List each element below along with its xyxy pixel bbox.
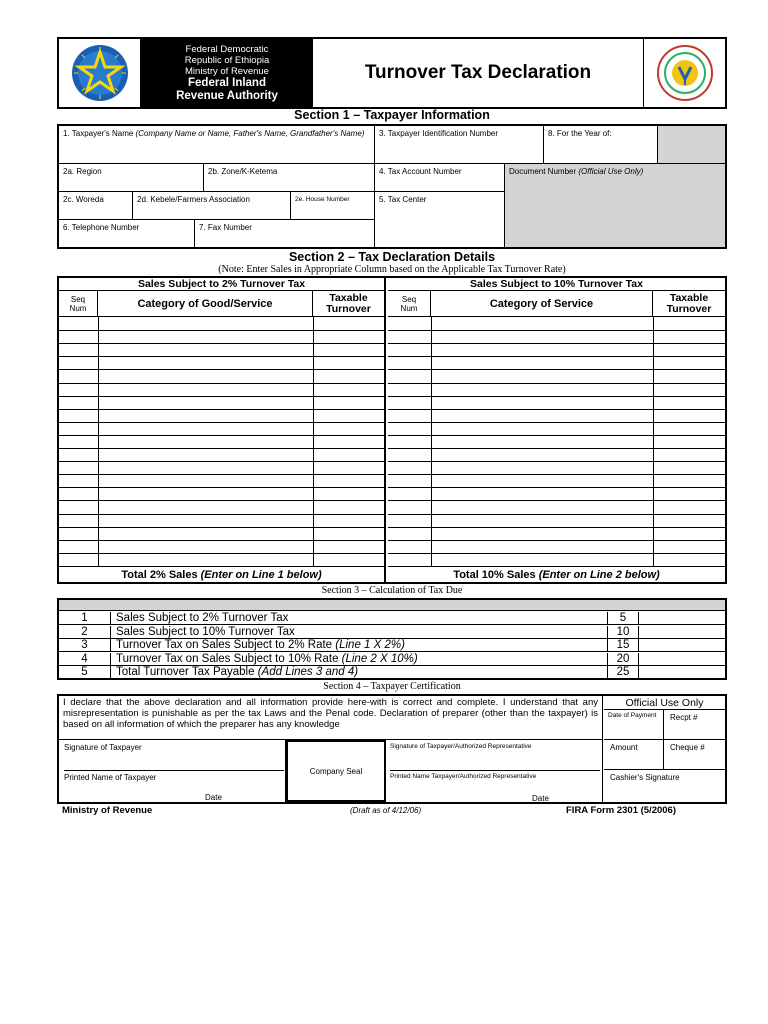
table-row[interactable]	[388, 474, 725, 475]
table-row[interactable]	[59, 487, 384, 488]
section-3-header-bar	[59, 600, 725, 611]
row-description	[116, 626, 295, 639]
zone-label: 2b. Zone/K-Ketema	[208, 167, 278, 176]
table-row[interactable]	[59, 343, 384, 344]
seq-label: Seq	[401, 294, 417, 304]
table-row[interactable]	[388, 448, 725, 449]
row-description	[116, 653, 418, 666]
printed-name-of-taxpayer-label: Printed Name of Taxpayer	[64, 773, 157, 782]
representative-signature-block	[386, 740, 603, 802]
kebele-label: 2d. Kebele/Farmers Association	[137, 195, 250, 204]
section-1-title: Section 1 – Taxpayer Information	[294, 108, 490, 122]
calculation-of-tax-due-section	[57, 598, 727, 680]
taxpayer-certification-section	[57, 694, 727, 804]
table-row[interactable]	[59, 356, 384, 357]
year-field[interactable]	[544, 126, 658, 164]
table-row[interactable]	[59, 514, 384, 515]
table-row[interactable]	[59, 500, 384, 501]
taxpayer-name-field[interactable]	[59, 126, 375, 164]
amount-cell[interactable]	[639, 626, 725, 639]
table-row[interactable]	[59, 409, 384, 410]
taxpayer-signature-block	[59, 740, 286, 802]
line-number: 20	[607, 653, 639, 666]
cheque-label: Cheque #	[670, 743, 705, 752]
row-description	[116, 639, 405, 652]
col-divider	[98, 317, 99, 566]
signature-of-taxpayer-field[interactable]	[64, 743, 284, 771]
page-title: Turnover Tax Declaration	[364, 62, 592, 83]
line-number: 5	[607, 612, 639, 625]
tax-center-field[interactable]	[375, 192, 505, 247]
signature-of-taxpayer-label: Signature of Taxpayer	[64, 743, 142, 752]
house-number-field[interactable]	[291, 192, 375, 220]
turnover-label: Turnover	[666, 302, 712, 315]
table-row[interactable]	[388, 487, 725, 488]
taxpayer-name-label: 1. Taxpayer's Name	[63, 129, 134, 138]
row-text: Turnover Tax on Sales Subject to 2% Rate	[116, 639, 336, 651]
amount-cell[interactable]	[639, 653, 725, 666]
row-text: Total Turnover Tax Payable	[116, 666, 258, 678]
date-label: Date	[532, 794, 549, 803]
num-label: Num	[400, 303, 418, 313]
table-row[interactable]	[59, 461, 384, 462]
region-field[interactable]	[59, 164, 204, 192]
table-row[interactable]	[59, 369, 384, 370]
num-label: Num	[69, 303, 87, 313]
authority-logo	[643, 39, 725, 107]
date-of-payment-label: Date of Payment	[608, 712, 657, 719]
row-hint: (Line 2 X 10%)	[341, 652, 418, 665]
section-2-note: (Note: Enter Sales in Appropriate Column based on the Applicable Tax Turnover Rate)	[218, 264, 566, 275]
table-row[interactable]	[388, 422, 725, 423]
total-10pct-hint: (Enter on Line 2 below)	[538, 569, 660, 581]
table-row[interactable]	[59, 383, 384, 384]
tax-account-label: 4. Tax Account Number	[379, 167, 462, 176]
taxpayer-information-section	[57, 124, 727, 249]
authority-line-5: Revenue Authority	[176, 90, 278, 102]
row-hint: (Add Lines 3 and 4)	[257, 666, 359, 678]
row-number: 3	[59, 639, 111, 652]
printed-name-representative-label: Printed Name Taxpayer/Authorized Representative	[390, 773, 537, 780]
receipt-label: Recpt #	[670, 713, 698, 722]
kebele-field[interactable]	[133, 192, 291, 220]
taxable-turnover-header	[653, 291, 725, 317]
taxpayer-name-hint: (Company Name or Name, Father's Name, Grandfather's Name)	[135, 129, 365, 138]
row-description	[116, 666, 358, 679]
table-row[interactable]	[388, 369, 725, 370]
col-divider	[431, 317, 432, 566]
date-label: Date	[205, 793, 222, 802]
table-row[interactable]	[59, 422, 384, 423]
table-row[interactable]	[388, 514, 725, 515]
region-label: 2a. Region	[63, 167, 102, 176]
official-use-title: Official Use Only	[604, 696, 725, 710]
turnover-label: Turnover	[326, 302, 371, 315]
table-row[interactable]	[388, 461, 725, 462]
taxable-label: Taxable	[329, 291, 368, 304]
table-row[interactable]	[388, 540, 725, 541]
table-row[interactable]	[388, 383, 725, 384]
tin-label: 3. Taxpayer Identification Number	[379, 129, 499, 138]
table-row[interactable]	[59, 448, 384, 449]
printed-name-of-taxpayer-field[interactable]	[64, 773, 284, 782]
table-row[interactable]	[59, 474, 384, 475]
cashier-signature-field[interactable]	[604, 770, 725, 802]
declaration-text: I declare that the above declaration and all information provide here-with is correct and complete. I understand that any misrepresentation is punishable as per the tax Laws and the Penal code. Declaration of preparer (other than the taxpayer) is based on all information of which the preparer has any knowledge	[59, 696, 603, 740]
table-row[interactable]	[388, 330, 725, 331]
document-number-label: Document Number	[509, 167, 577, 176]
fax-label: 7. Fax Number	[199, 223, 252, 232]
table-row[interactable]	[59, 553, 384, 554]
year-label: 8. For the Year of:	[548, 129, 612, 138]
authority-line-2: Republic of Ethiopia	[184, 55, 270, 66]
telephone-label: 6. Telephone Number	[63, 223, 140, 232]
total-10pct-sales	[388, 566, 725, 582]
amount-cell[interactable]	[639, 612, 725, 625]
amount-field[interactable]	[604, 740, 664, 770]
signature-of-representative-field[interactable]	[390, 743, 600, 771]
document-number-hint: (Official Use Only)	[578, 167, 644, 176]
table-row[interactable]	[59, 435, 384, 436]
row-description	[116, 612, 288, 625]
table-row[interactable]	[388, 553, 725, 554]
form-header	[57, 37, 727, 109]
table-row[interactable]	[388, 396, 725, 397]
amount-cell[interactable]	[639, 666, 725, 679]
company-seal-box[interactable]	[286, 740, 386, 802]
date-of-payment-field[interactable]	[604, 710, 664, 740]
authority-line-4: Federal Inland	[188, 77, 266, 89]
table-row[interactable]	[59, 330, 384, 331]
tax-calc-row	[59, 666, 725, 679]
sales-10pct-table	[388, 278, 725, 582]
tax-calc-row	[59, 653, 725, 666]
col-divider	[653, 317, 654, 566]
authority-line-3: Ministry of Revenue	[185, 66, 269, 77]
authority-line-1: Federal Democratic	[185, 44, 269, 55]
official-use-box	[604, 696, 725, 802]
tax-declaration-details-section	[57, 276, 727, 584]
amount-cell[interactable]	[639, 639, 725, 652]
sales-2pct-title: Sales Subject to 2% Turnover Tax	[59, 278, 384, 291]
table-row[interactable]	[59, 527, 384, 528]
tax-calc-row	[59, 639, 725, 652]
document-number-box	[505, 164, 725, 247]
table-row[interactable]	[388, 343, 725, 344]
section-3-title: Section 3 – Calculation of Tax Due	[321, 585, 463, 596]
table-row[interactable]	[59, 540, 384, 541]
line-number: 15	[607, 639, 639, 652]
category-good-service-header: Category of Good/Service	[98, 291, 313, 317]
zone-field[interactable]	[204, 164, 375, 192]
taxable-turnover-header	[313, 291, 384, 317]
star-emblem-icon	[59, 39, 141, 107]
taxable-label: Taxable	[669, 291, 709, 304]
table-row[interactable]	[59, 396, 384, 397]
tax-account-field[interactable]	[375, 164, 505, 192]
footer-form-number: FIRA Form 2301 (5/2006)	[566, 805, 676, 816]
footer-ministry: Ministry of Revenue	[62, 805, 153, 816]
section-2-title: Section 2 – Tax Declaration Details	[288, 250, 496, 264]
fax-field[interactable]	[195, 220, 375, 247]
cashier-signature-label: Cashier's Signature	[610, 773, 680, 782]
seq-num-header	[388, 291, 431, 317]
woreda-label: 2c. Woreda	[63, 195, 104, 204]
table-row[interactable]	[388, 500, 725, 501]
ethiopia-emblem	[59, 39, 141, 107]
row-number: 5	[59, 666, 111, 679]
sales-2pct-table	[59, 278, 386, 582]
row-number: 4	[59, 653, 111, 666]
category-service-header: Category of Service	[431, 291, 653, 317]
table-row[interactable]	[388, 527, 725, 528]
line-number: 25	[607, 666, 639, 679]
woreda-field[interactable]	[59, 192, 133, 220]
revenue-authority-logo-icon	[644, 39, 726, 107]
footer-draft-date: (Draft as of 4/12/06)	[350, 806, 422, 815]
tin-field[interactable]	[375, 126, 544, 164]
table-row[interactable]	[388, 435, 725, 436]
house-number-label: 2e. House Number	[295, 196, 350, 203]
row-text: Turnover Tax on Sales Subject to 10% Rate	[116, 652, 342, 665]
line-number: 10	[607, 626, 639, 639]
year-value-box[interactable]	[658, 126, 725, 164]
section-4-title: Section 4 – Taxpayer Certification	[323, 681, 461, 692]
authority-block	[141, 39, 313, 107]
total-2pct-sales	[59, 566, 384, 582]
total-10pct-label: Total 10% Sales	[453, 569, 539, 581]
signature-of-representative-label: Signature of Taxpayer/Authorized Representative	[390, 743, 532, 750]
tax-center-label: 5. Tax Center	[379, 195, 427, 204]
amount-label: Amount	[610, 743, 638, 752]
row-text: Sales Subject to 10% Turnover Tax	[116, 625, 295, 638]
cheque-field[interactable]	[664, 740, 725, 770]
company-seal-label: Company Seal	[309, 766, 363, 776]
total-2pct-label: Total 2% Sales	[121, 569, 201, 581]
col-divider	[313, 317, 314, 566]
sales-10pct-title: Sales Subject to 10% Turnover Tax	[388, 278, 725, 291]
tax-calc-row	[59, 626, 725, 639]
telephone-field[interactable]	[59, 220, 195, 247]
table-row[interactable]	[388, 409, 725, 410]
seq-num-header	[59, 291, 98, 317]
seq-label: Seq	[70, 294, 86, 304]
total-2pct-hint: (Enter on Line 1 below)	[200, 569, 322, 581]
row-hint: (Line 1 X 2%)	[335, 639, 405, 651]
printed-name-representative-field[interactable]	[390, 773, 600, 780]
row-number: 1	[59, 612, 111, 625]
receipt-field[interactable]	[664, 710, 725, 740]
row-text: Sales Subject to 2% Turnover Tax	[116, 612, 289, 624]
tax-calc-row	[59, 612, 725, 625]
row-number: 2	[59, 626, 111, 639]
table-row[interactable]	[388, 356, 725, 357]
